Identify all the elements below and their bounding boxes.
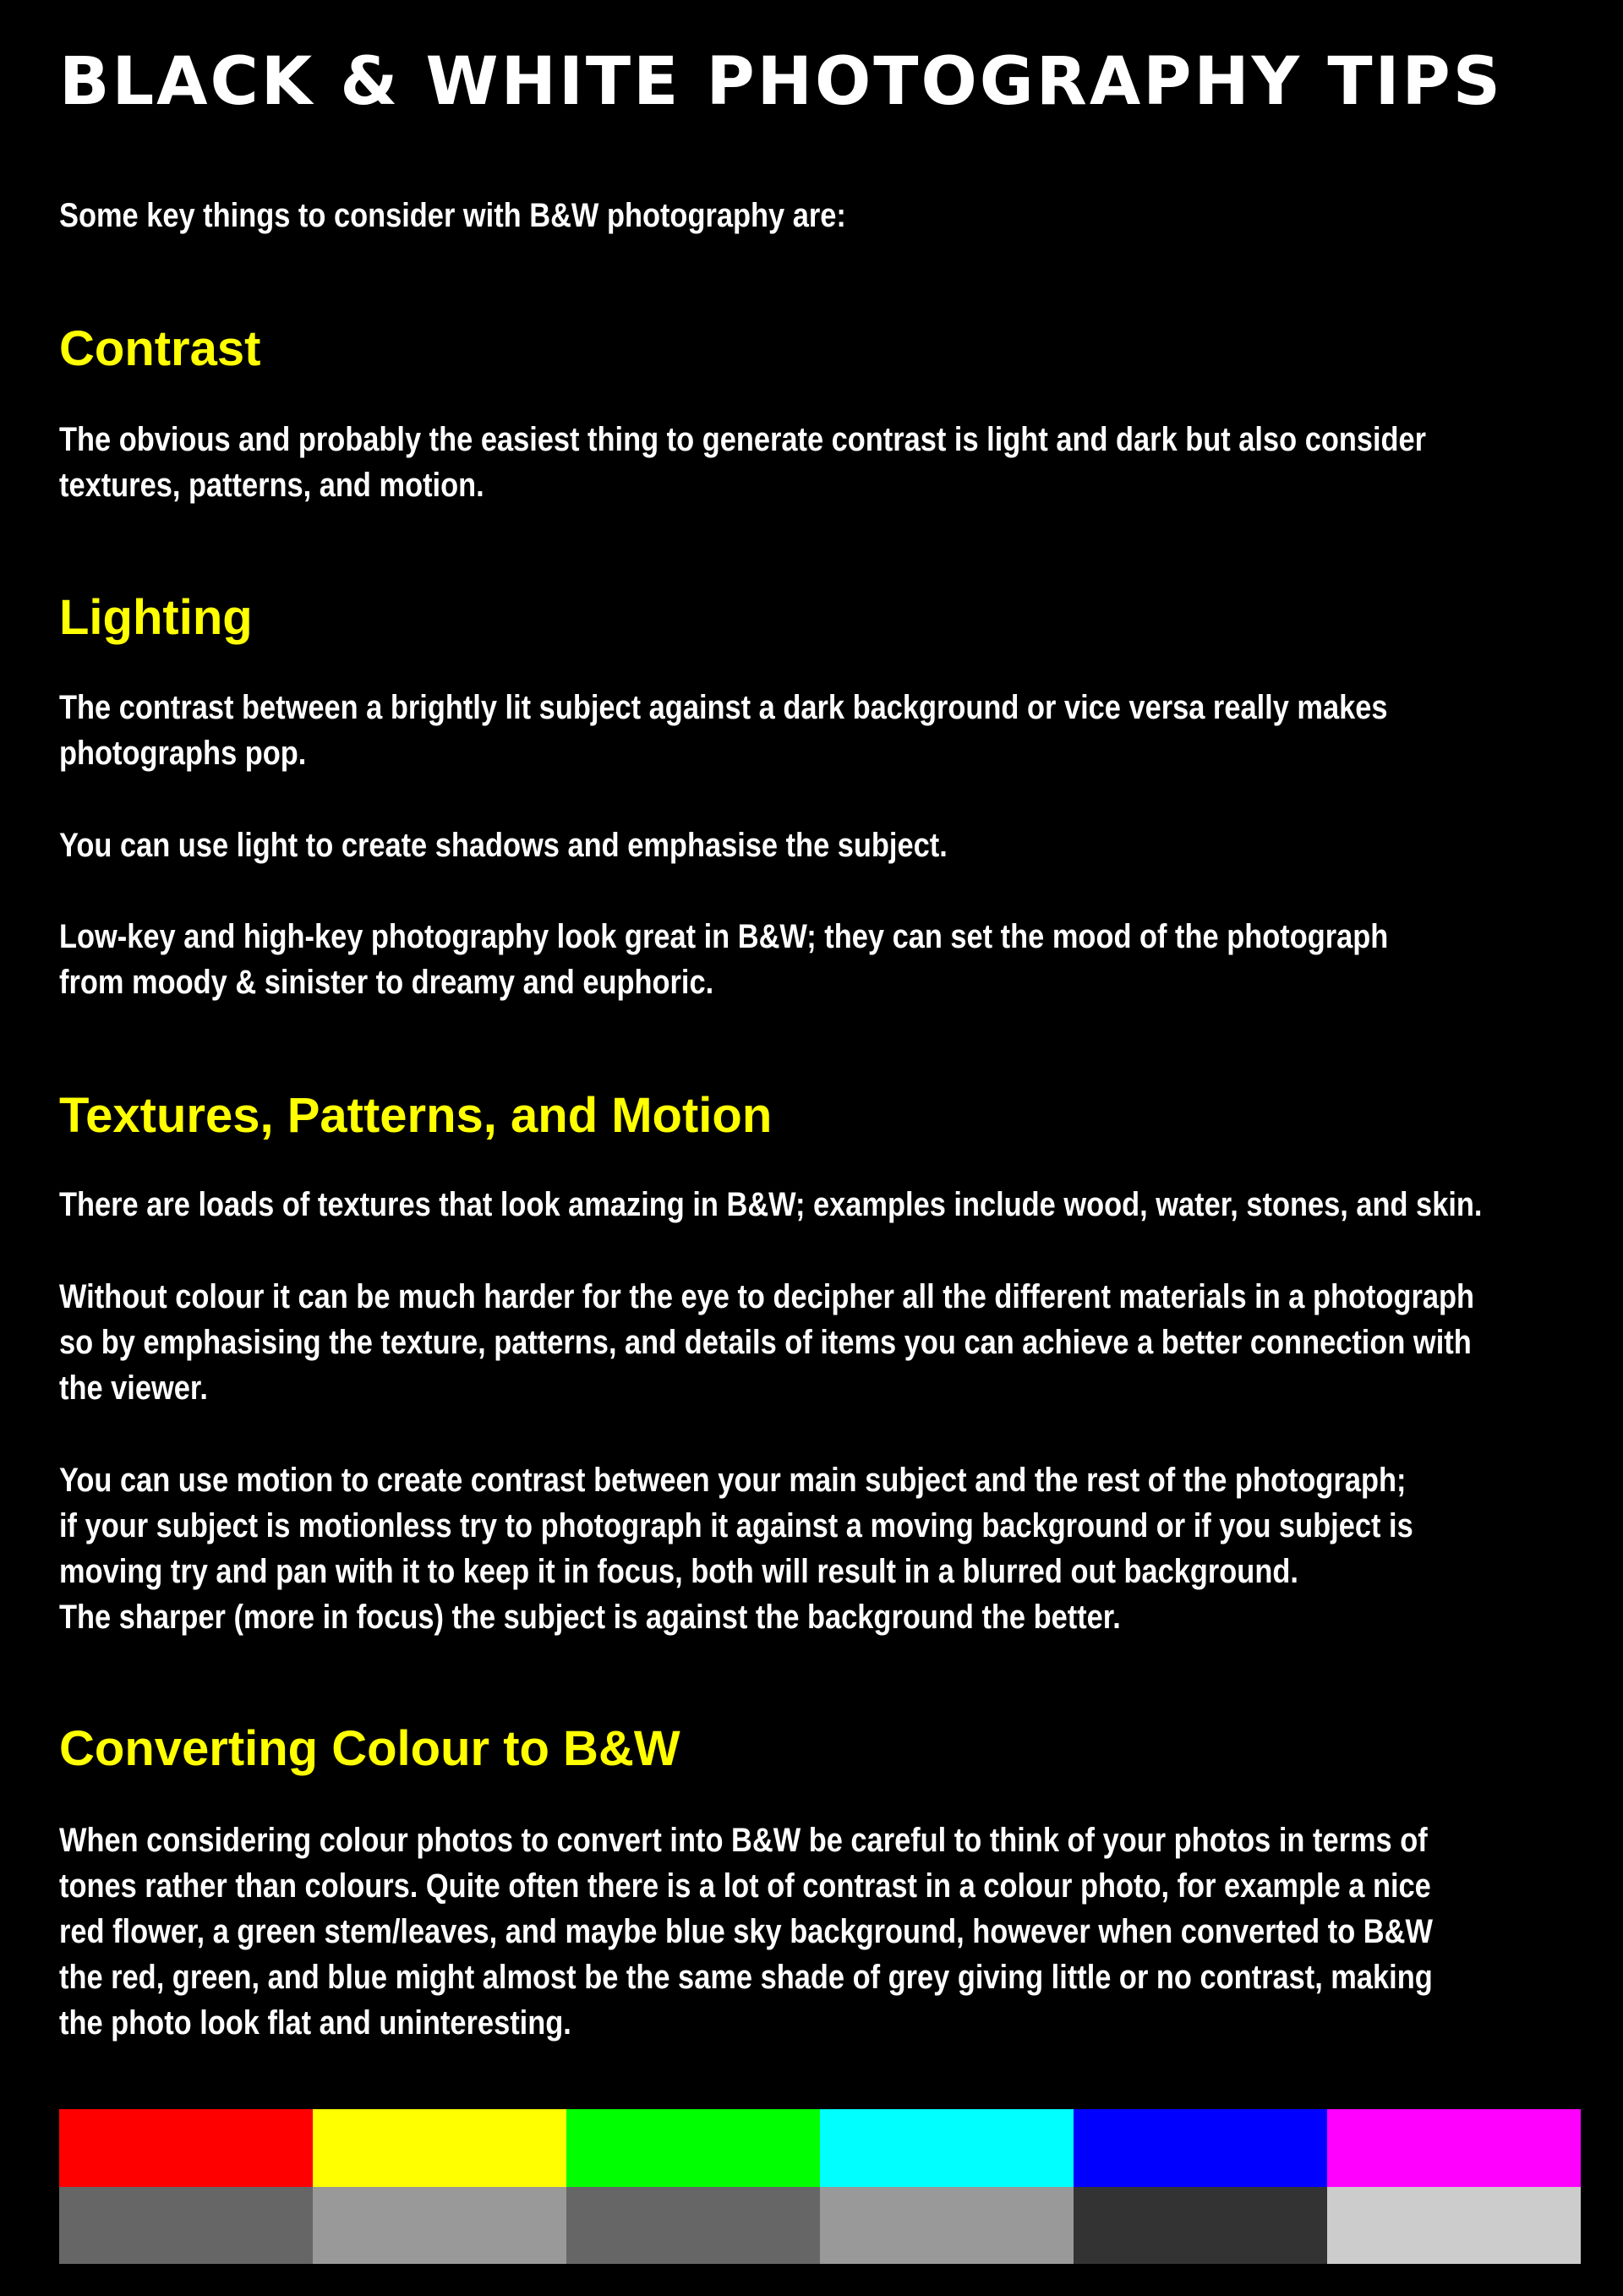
lighting-paragraph-2: You can use light to create shadows and emphasise the subject.	[59, 827, 948, 864]
heading-converting-colour: Converting Colour to B&W	[59, 1721, 680, 1776]
contrast-paragraph: The obvious and probably the easiest thing to generate contrast is light and dark but also consider textures, patterns, and motion.	[59, 421, 1427, 504]
swatch-grey-cyan	[820, 2187, 1074, 2264]
swatch-grey-yellow	[313, 2187, 566, 2264]
swatch-blue	[1074, 2109, 1327, 2187]
swatch-grey-red	[59, 2187, 313, 2264]
swatch-cyan	[820, 2109, 1074, 2187]
motion-paragraph: You can use motion to create contrast between your main subject and the rest of the photograph; if your subject is motionless try to photograph it against a moving background or if you subject is moving try and pan with it to keep it in focus, both will result in a blurred out background. The sharper (more in focus) the subject is against the background the better.	[59, 1462, 1413, 1636]
intro-text: Some key things to consider with B&W photography are:	[59, 197, 846, 234]
converting-paragraph: When considering colour photos to convert into B&W be careful to think of your photos in terms of tones rather than colours. Quite often there is a lot of contrast in a colour photo, for example a nice red flower, a green stem/leaves, and maybe blue sky background, however when converted to B&W the red, green, and blue might almost be the same shade of grey giving little or no contrast, making the photo look flat and uninteresting.	[59, 1822, 1433, 2042]
swatch-magenta	[1327, 2109, 1581, 2187]
swatch-yellow	[313, 2109, 566, 2187]
colour-to-grey-swatch-chart	[59, 2109, 1581, 2264]
swatch-red	[59, 2109, 313, 2187]
page-title: BLACK & WHITE PHOTOGRAPHY TIPS	[59, 44, 1503, 120]
lighting-paragraph-1: The contrast between a brightly lit subject against a dark background or vice versa really makes photographs pop.	[59, 689, 1388, 772]
textures-paragraph-1: There are loads of textures that look amazing in B&W; examples include wood, water, stones, and skin.	[59, 1186, 1483, 1223]
swatch-green	[566, 2109, 820, 2187]
lighting-paragraph-3: Low-key and high-key photography look great in B&W; they can set the mood of the photograph from moody & sinister to dreamy and euphoric.	[59, 918, 1389, 1001]
textures-paragraph-2: Without colour it can be much harder for the eye to decipher all the different materials in a photograph so by emphasising the texture, patterns, and details of items you can achieve a better connection with the viewer.	[59, 1278, 1475, 1407]
heading-contrast: Contrast	[59, 321, 261, 376]
swatch-grey-magenta	[1327, 2187, 1581, 2264]
heading-lighting: Lighting	[59, 590, 253, 645]
swatch-grey-green	[566, 2187, 820, 2264]
heading-textures-patterns-motion: Textures, Patterns, and Motion	[59, 1088, 773, 1143]
swatch-grey-blue	[1074, 2187, 1327, 2264]
